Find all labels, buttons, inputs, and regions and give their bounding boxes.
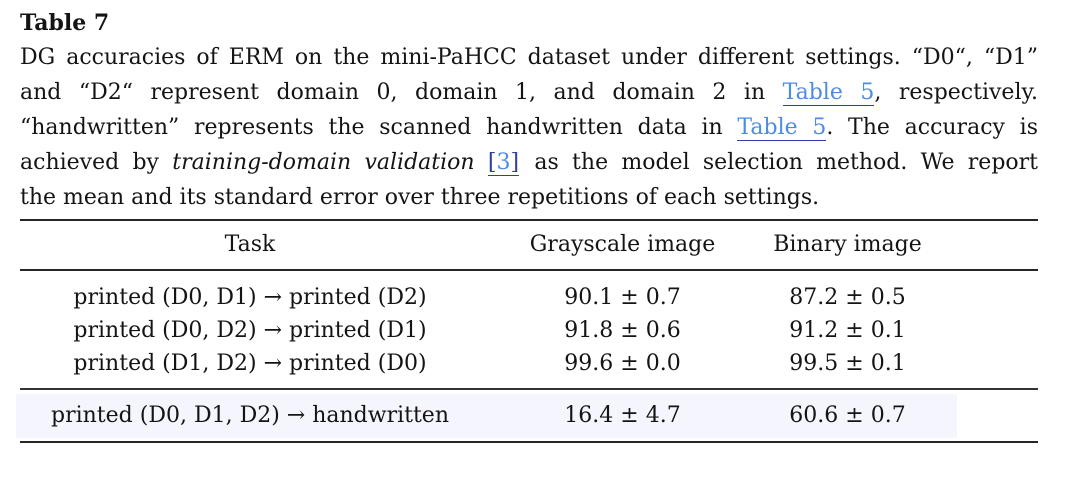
- caption-line-3: [20, 110, 1038, 145]
- caption-text: , respectively.: [874, 80, 1038, 105]
- binary-cell: 91.2 ± 0.1: [789, 318, 906, 343]
- caption-line-5: [20, 180, 1038, 215]
- method-name-italic: training-domain validation: [172, 150, 475, 175]
- column-header-binary: Binary image: [773, 232, 922, 257]
- citation-bracket: [: [487, 150, 497, 175]
- binary-cell: 60.6 ± 0.7: [789, 402, 906, 428]
- table-row-1: [20, 281, 1038, 314]
- table-caption: [20, 40, 1038, 215]
- grayscale-cell: 16.4 ± 4.7: [564, 402, 681, 428]
- citation-3-link[interactable]: [488, 150, 519, 176]
- grayscale-cell: 91.8 ± 0.6: [564, 318, 681, 343]
- caption-line-4: [20, 145, 1038, 180]
- table-header-row: [20, 221, 1038, 269]
- table5-link-2[interactable]: Table 5: [737, 115, 827, 140]
- column-header-task: Task: [224, 232, 276, 257]
- caption-line-2: [20, 75, 1038, 110]
- grayscale-cell: 99.6 ± 0.0: [564, 351, 681, 376]
- citation-bracket: ]: [510, 150, 520, 175]
- results-table: [20, 219, 1038, 443]
- paper-page: [20, 0, 1038, 443]
- task-cell: printed (D0, D2) → printed (D1): [73, 318, 427, 343]
- caption-text: and “D2“ represent domain 0, domain 1, and domain 2 in: [20, 80, 783, 105]
- caption-text: “handwritten” represents the scanned handwritten data in: [20, 115, 738, 140]
- caption-text: the mean and its standard error over three repetitions of each settings.: [20, 185, 820, 210]
- column-header-grayscale: Grayscale image: [529, 232, 716, 257]
- highlighted-row-container: [20, 390, 1038, 441]
- table-rule-bottom: [20, 441, 1038, 443]
- citation-number: 3: [496, 150, 511, 175]
- caption-text: as the model selection method. We report: [521, 150, 1038, 175]
- caption-text: achieved by: [20, 150, 173, 175]
- caption-text: . The accuracy is: [826, 115, 1038, 140]
- table-row-3: [20, 347, 1038, 380]
- binary-cell: 99.5 ± 0.1: [789, 351, 906, 376]
- table-row-2: [20, 314, 1038, 347]
- caption-text: DG accuracies of ERM on the mini-PaHCC dataset under different settings. “D0“, “D1”: [20, 45, 1038, 70]
- task-cell: printed (D0, D1) → printed (D2): [73, 285, 427, 310]
- table-caption-title: Table 7: [20, 10, 110, 36]
- grayscale-cell: 90.1 ± 0.7: [564, 285, 681, 310]
- table5-link-1[interactable]: Table 5: [782, 80, 875, 105]
- caption-line-1: [20, 40, 1038, 75]
- binary-cell: 87.2 ± 0.5: [789, 285, 906, 310]
- task-cell: printed (D1, D2) → printed (D0): [73, 351, 427, 376]
- task-cell: printed (D0, D1, D2) → handwritten: [51, 402, 449, 428]
- highlighted-row: [16, 394, 957, 438]
- table-body: [20, 271, 1038, 388]
